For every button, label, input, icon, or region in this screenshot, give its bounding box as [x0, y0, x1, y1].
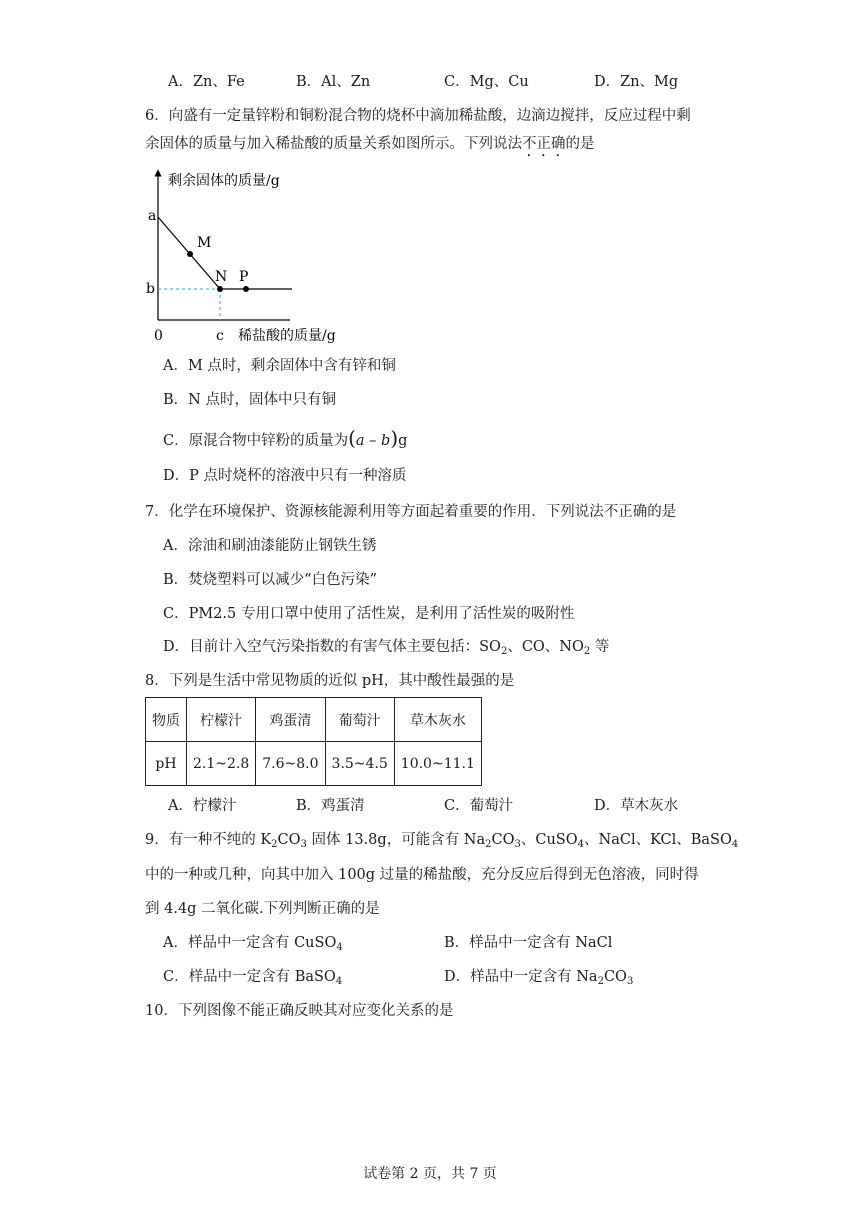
q9-option-c-text: C．样品中一定含有 BaSO: [163, 969, 336, 985]
subscript: 2: [583, 646, 591, 657]
q7-option-d-text: D．目前计入空气污染指数的有害气体主要包括：SO: [163, 639, 501, 655]
q6-stem-end: 的是: [565, 136, 595, 152]
q7-option-d-text3: 等: [590, 639, 610, 655]
subscript: 2: [500, 646, 508, 657]
table-cell: 鸡蛋清: [256, 698, 325, 742]
ph-table: [145, 697, 482, 786]
subscript: 3: [300, 839, 307, 850]
q6-option-a: A．M 点时，剩余固体中含有锌和铜: [163, 358, 396, 374]
page-footer: 试卷第 2 页，共 7 页: [363, 1166, 497, 1182]
subscript: 3: [514, 839, 521, 850]
q8-option-c: C．葡萄汁: [444, 798, 514, 814]
subscript: 4: [731, 839, 739, 850]
subscript: 4: [335, 976, 343, 987]
graph-label-n: N: [215, 269, 228, 285]
q9-text: CO: [491, 832, 515, 848]
graph-xlabel: 稀盐酸的质量/g: [238, 328, 336, 344]
q6-stem-text: 余固体的质量与加入稀盐酸的质量关系如图所示。下列说法: [145, 136, 522, 152]
q9-option-b: B．样品中一定含有 NaCl: [444, 935, 613, 951]
graph-label-a: a: [148, 208, 157, 224]
q9-text: 固体 13.8g，可能含有 Na: [306, 832, 486, 848]
q8-stem: 8．下列是生活中常见物质的近似 pH，其中酸性最强的是: [145, 673, 515, 689]
table-cell: 7.6~8.0: [256, 742, 325, 786]
q8-option-d: D．草木灰水: [594, 798, 679, 814]
q9-text: 9．有一种不纯的 K: [145, 832, 272, 848]
q6-stem-line1: 6．向盛有一定量锌粉和铜粉混合物的烧杯中滴加稀盐酸，边滴边搅拌，反应过程中剩: [145, 108, 691, 124]
q5-option-c: C．Mg、Cu: [444, 74, 529, 90]
q6-stem-line2: [145, 134, 595, 160]
table-cell: 2.1~2.8: [187, 742, 256, 786]
q7-option-b: B．焚烧塑料可以减少“白色污染”: [163, 572, 377, 588]
q8-option-b: B．鸡蛋清: [296, 798, 365, 814]
table-cell: 草木灰水: [394, 698, 481, 742]
q7-stem: 7．化学在环境保护、资源核能源利用等方面起着重要的作用．下列说法不正确的是: [145, 504, 677, 520]
subscript: 4: [336, 942, 343, 953]
q6-emphasis: 不正确: [522, 136, 566, 152]
q9-option-d-text: D．样品中一定含有 Na: [444, 969, 598, 985]
q5-option-d: D．Zn、Mg: [594, 74, 679, 90]
subscript: 4: [577, 839, 585, 850]
subscript: 2: [597, 976, 604, 987]
q6-option-c: C．原混合物中锌粉的质量为(a – b)g: [163, 426, 408, 450]
q9-option-d: [444, 967, 633, 987]
table-row: [146, 698, 482, 742]
q6-graph: [140, 165, 380, 350]
table-row: [146, 742, 482, 786]
table-cell: 葡萄汁: [325, 698, 394, 742]
q10-stem: 10．下列图像不能正确反映其对应变化关系的是: [145, 1003, 454, 1019]
graph-label-m: M: [197, 235, 212, 251]
graph-label-p: P: [239, 269, 249, 285]
q9-option-d-text2: CO: [603, 969, 627, 985]
graph-label-c: c: [216, 328, 224, 344]
q7-option-c: C．PM2.5 专用口罩中使用了活性炭，是利用了活性炭的吸附性: [163, 606, 575, 622]
table-cell: 柠檬汁: [187, 698, 256, 742]
table-cell: 10.0~11.1: [394, 742, 481, 786]
q6-option-c-unit: g: [398, 433, 408, 449]
q6-option-c-text: C．原混合物中锌粉的质量为: [163, 433, 349, 449]
q9-stem-line3: 到 4.4g 二氧化碳.下列判断正确的是: [145, 901, 380, 917]
subscript: 2: [485, 839, 492, 850]
q9-stem-line2: 中的一种或几种，向其中加入 100g 过量的稀盐酸，充分反应后得到无色溶液，同时得: [145, 867, 699, 883]
graph-ylabel: 剩余固体的质量/g: [168, 173, 280, 189]
q9-text: 、CuSO: [520, 832, 578, 848]
subscript: 3: [626, 976, 634, 987]
table-cell: 物质: [146, 698, 187, 742]
point-m: [187, 251, 193, 257]
q9-text: 、NaCl、KCl、BaSO: [584, 832, 732, 848]
q8-option-a: A．柠檬汁: [168, 798, 237, 814]
point-n: [217, 286, 223, 292]
q7-option-a: A．涂油和刷油漆能防止钢铁生锈: [163, 538, 377, 554]
q6-option-c-math: a – b: [355, 433, 391, 449]
q9-option-a-text: A．样品中一定含有 CuSO: [163, 935, 337, 951]
q9-text: CO: [277, 832, 301, 848]
q7-option-d-text2: 、CO、NO: [507, 639, 584, 655]
q9-option-c: [163, 967, 342, 987]
table-cell: pH: [146, 742, 187, 786]
q6-option-d: D．P 点时烧杯的溶液中只有一种溶质: [163, 468, 407, 484]
q9-option-a: [163, 933, 343, 953]
graph-label-b: b: [146, 281, 155, 297]
point-p: [243, 286, 249, 292]
q6-option-b: B．N 点时，固体中只有铜: [163, 392, 336, 408]
q5-option-b: B．Al、Zn: [296, 74, 371, 90]
q5-option-a: A．Zn、Fe: [168, 74, 245, 90]
graph-label-origin: 0: [154, 328, 163, 344]
table-cell: 3.5~4.5: [325, 742, 394, 786]
q7-option-d: [163, 637, 609, 657]
subscript: 2: [271, 839, 278, 850]
q9-stem-line1: [145, 830, 738, 850]
